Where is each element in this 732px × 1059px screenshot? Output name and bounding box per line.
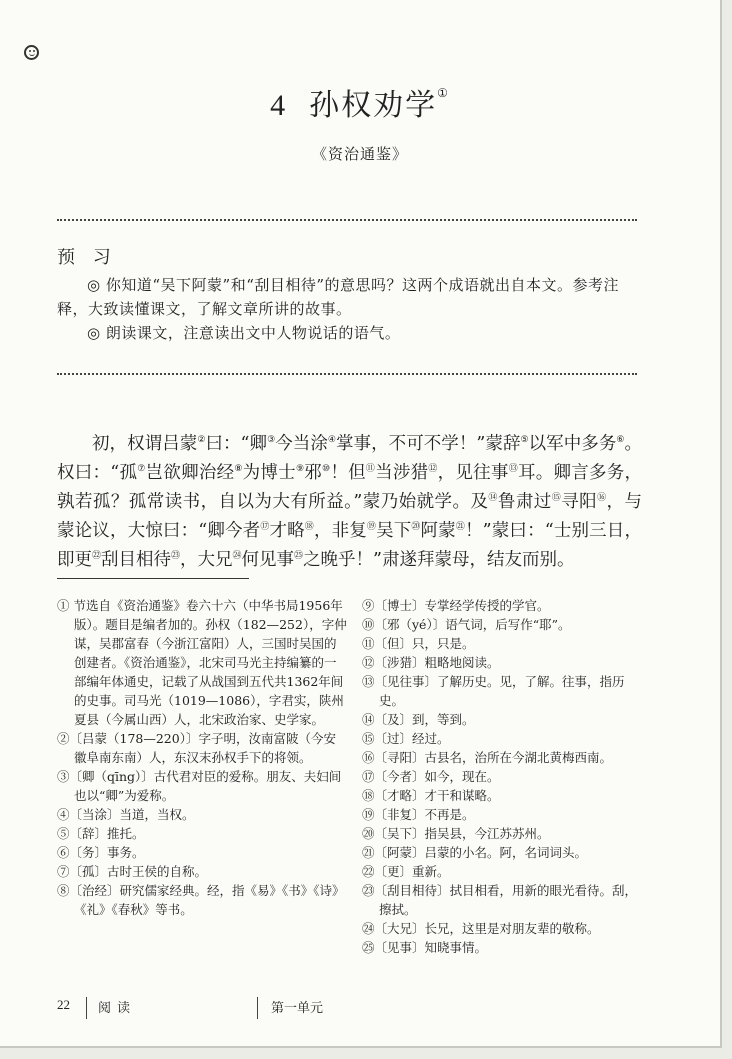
text-segment: 耳。卿言多务，孰若孤？孤常读书，自以为大有所益。”蒙乃始就学。及	[57, 463, 642, 512]
note-mark: ⑬	[508, 464, 518, 475]
footnote: ⑧〔治经〕研究儒家经典。经，指《易》《书》《诗》《礼》《春秋》等书。	[57, 883, 345, 917]
text-segment: 以军中多务	[528, 434, 617, 454]
text-segment: 吴下	[376, 521, 412, 541]
section-label: 阅读	[98, 1001, 137, 1016]
note-mark: ⑦	[137, 464, 146, 475]
page-number: 22	[57, 997, 70, 1012]
text-segment: 曰：“卿	[205, 434, 268, 454]
text-segment: 之晚乎！”肃遂拜蒙母，结友而别。	[303, 550, 575, 570]
note-mark: ㉑	[455, 522, 465, 533]
text-segment: 今当涂	[275, 434, 328, 454]
footnote: ⑮〔过〕经过。	[362, 731, 450, 746]
footnotes-right-column	[362, 596, 642, 957]
preview-item: ◎ 你知道“吴下阿蒙”和“刮目相待”的意思吗？这两个成语就出自本文。参考注释，大致读懂课文，了解文章所讲的故事。	[57, 276, 620, 318]
text-segment: 。权曰：“孤	[57, 434, 643, 483]
note-mark: ㉔	[232, 551, 242, 562]
dotted-divider-top	[57, 219, 637, 221]
note-mark: ⑰	[260, 522, 270, 533]
note-mark: ⑪	[365, 464, 376, 475]
text-segment: ，非复	[313, 521, 367, 541]
text-segment: ，与蒙论议，大惊曰：“卿今者	[57, 492, 642, 541]
note-mark: ②	[197, 435, 206, 446]
note-mark: ⑤	[520, 435, 529, 446]
footnote: ⑱〔才略〕才干和谋略。	[362, 788, 500, 803]
footnote: ⑳〔吴下〕指吴县，今江苏苏州。	[362, 826, 550, 841]
note-mark: ⑩	[322, 464, 331, 475]
footnote: ㉓〔刮目相待〕拭目相看，用新的眼光看待。刮，擦拭。	[362, 883, 638, 917]
dotted-divider-bottom	[57, 373, 637, 375]
note-mark: ㉓	[171, 551, 181, 562]
text-segment: 当涉猎	[375, 463, 429, 483]
note-mark: ⑲	[366, 522, 377, 533]
footnote: ④〔当涂〕当道，当权。	[57, 807, 195, 822]
text-segment: 阿蒙	[420, 521, 456, 541]
footnote: ⑩〔邪（yé）〕语气词，后写作“耶”。	[362, 617, 571, 632]
footnote: ㉑〔阿蒙〕吕蒙的小名。阿，名词词头。	[362, 845, 588, 860]
lesson-title	[0, 80, 720, 124]
lesson-title-text: 孙权劝学	[309, 88, 438, 123]
unit-label: 第一单元	[271, 1001, 324, 1016]
lesson-number: 4	[270, 89, 288, 122]
footnote: ⑰〔今者〕如今，现在。	[362, 769, 500, 784]
note-mark: ③	[267, 435, 276, 446]
text-segment: 刮目相待	[101, 550, 172, 570]
text-segment: 为博士	[242, 463, 296, 483]
footnote-rule	[57, 578, 249, 579]
text-segment: 寻阳	[561, 492, 598, 512]
footer-divider	[86, 997, 87, 1019]
smiley-icon	[24, 45, 39, 60]
main-text	[57, 430, 642, 575]
note-mark: ㉕	[294, 551, 304, 562]
text-segment: 鲁肃过	[497, 492, 552, 512]
note-mark: ㉒	[92, 551, 102, 562]
preview-section	[57, 273, 642, 345]
text-segment: 邪	[304, 463, 323, 483]
note-mark: ⑮	[551, 493, 562, 504]
footnote: ⑬〔见往事〕了解历史。见，了解。往事，指历史。	[362, 674, 625, 708]
note-mark: ⑳	[411, 522, 421, 533]
footnote: ⑪〔但〕只，只是。	[362, 636, 475, 651]
text-segment: 何见事	[241, 550, 295, 570]
footnote: ⑫〔涉猎〕粗略地阅读。	[362, 655, 500, 670]
source-title: 《资治通鉴》	[311, 145, 408, 163]
note-mark: ⑫	[428, 464, 438, 475]
footnote: ⑨〔博士〕专掌经学传授的学官。	[362, 598, 550, 613]
preview-item: ◎ 朗读课文，注意读出文中人物说话的语气。	[87, 324, 401, 342]
text-segment: 岂欲卿治经	[145, 463, 235, 483]
footnote: ⑯〔寻阳〕古县名，治所在今湖北黄梅西南。	[362, 750, 613, 765]
footnote: ⑲〔非复〕不再是。	[362, 807, 475, 822]
footnote: ⑥〔务〕事务。	[57, 845, 145, 860]
footnote: ③〔卿（qīng）〕古代君对臣的爱称。朋友、夫妇间也以“卿”为爱称。	[57, 769, 342, 803]
note-mark: ⑱	[304, 522, 314, 533]
footnote: ⑭〔及〕到，等到。	[362, 712, 475, 727]
note-mark: ⑯	[597, 493, 607, 504]
footer-divider	[257, 997, 258, 1019]
text-segment: ，大兄	[180, 550, 233, 570]
text-segment: ！但	[330, 463, 366, 483]
text-segment: ，见往事	[437, 463, 509, 483]
footnotes-left-column	[57, 596, 347, 919]
text-segment: 掌事，不可不学！”蒙辞	[336, 434, 521, 454]
text-segment: ！”蒙曰：“士别三日，即更	[57, 521, 642, 570]
footnote: ㉒〔更〕重新。	[362, 864, 450, 879]
footnote: ㉔〔大兄〕长兄，这里是对朋友辈的敬称。	[362, 921, 600, 936]
footnote: ① 节选自《资治通鉴》卷六十六（中华书局1956年版）。题目是编者加的。孙权（182—252），字仲谋，吴郡富春（今浙江富阳）人，三国时吴国的创建者。《资治通鉴》，北宋司马光主持编纂的一部编年体通史，记载了从战国到五代共1362年间的史事。司马光（1019—1086），字君实，陕州夏县（今属山西）人，北宋政治家、史学家。	[57, 598, 347, 727]
note-mark: ④	[327, 435, 336, 446]
note-mark: ⑭	[488, 493, 498, 504]
footnote: ⑦〔孤〕古时王侯的自称。	[57, 864, 208, 879]
note-mark: ⑥	[616, 435, 625, 446]
footnote: ㉕〔见事〕知晓事情。	[362, 940, 488, 955]
note-mark: ⑨	[295, 464, 305, 475]
text-segment: 初，权谓吕蒙	[92, 434, 198, 454]
text-segment: 才略	[269, 521, 305, 541]
footnote: ②〔吕蒙（178—220）〕字子明，汝南富陂（今安徽阜南东南）人，东汉末孙权手下的将领。	[57, 731, 336, 765]
title-footnote-mark: ①	[437, 86, 450, 100]
preview-heading: 预 习	[57, 247, 117, 268]
footnote: ⑤〔辞〕推托。	[57, 826, 145, 841]
note-mark: ⑧	[234, 464, 243, 475]
